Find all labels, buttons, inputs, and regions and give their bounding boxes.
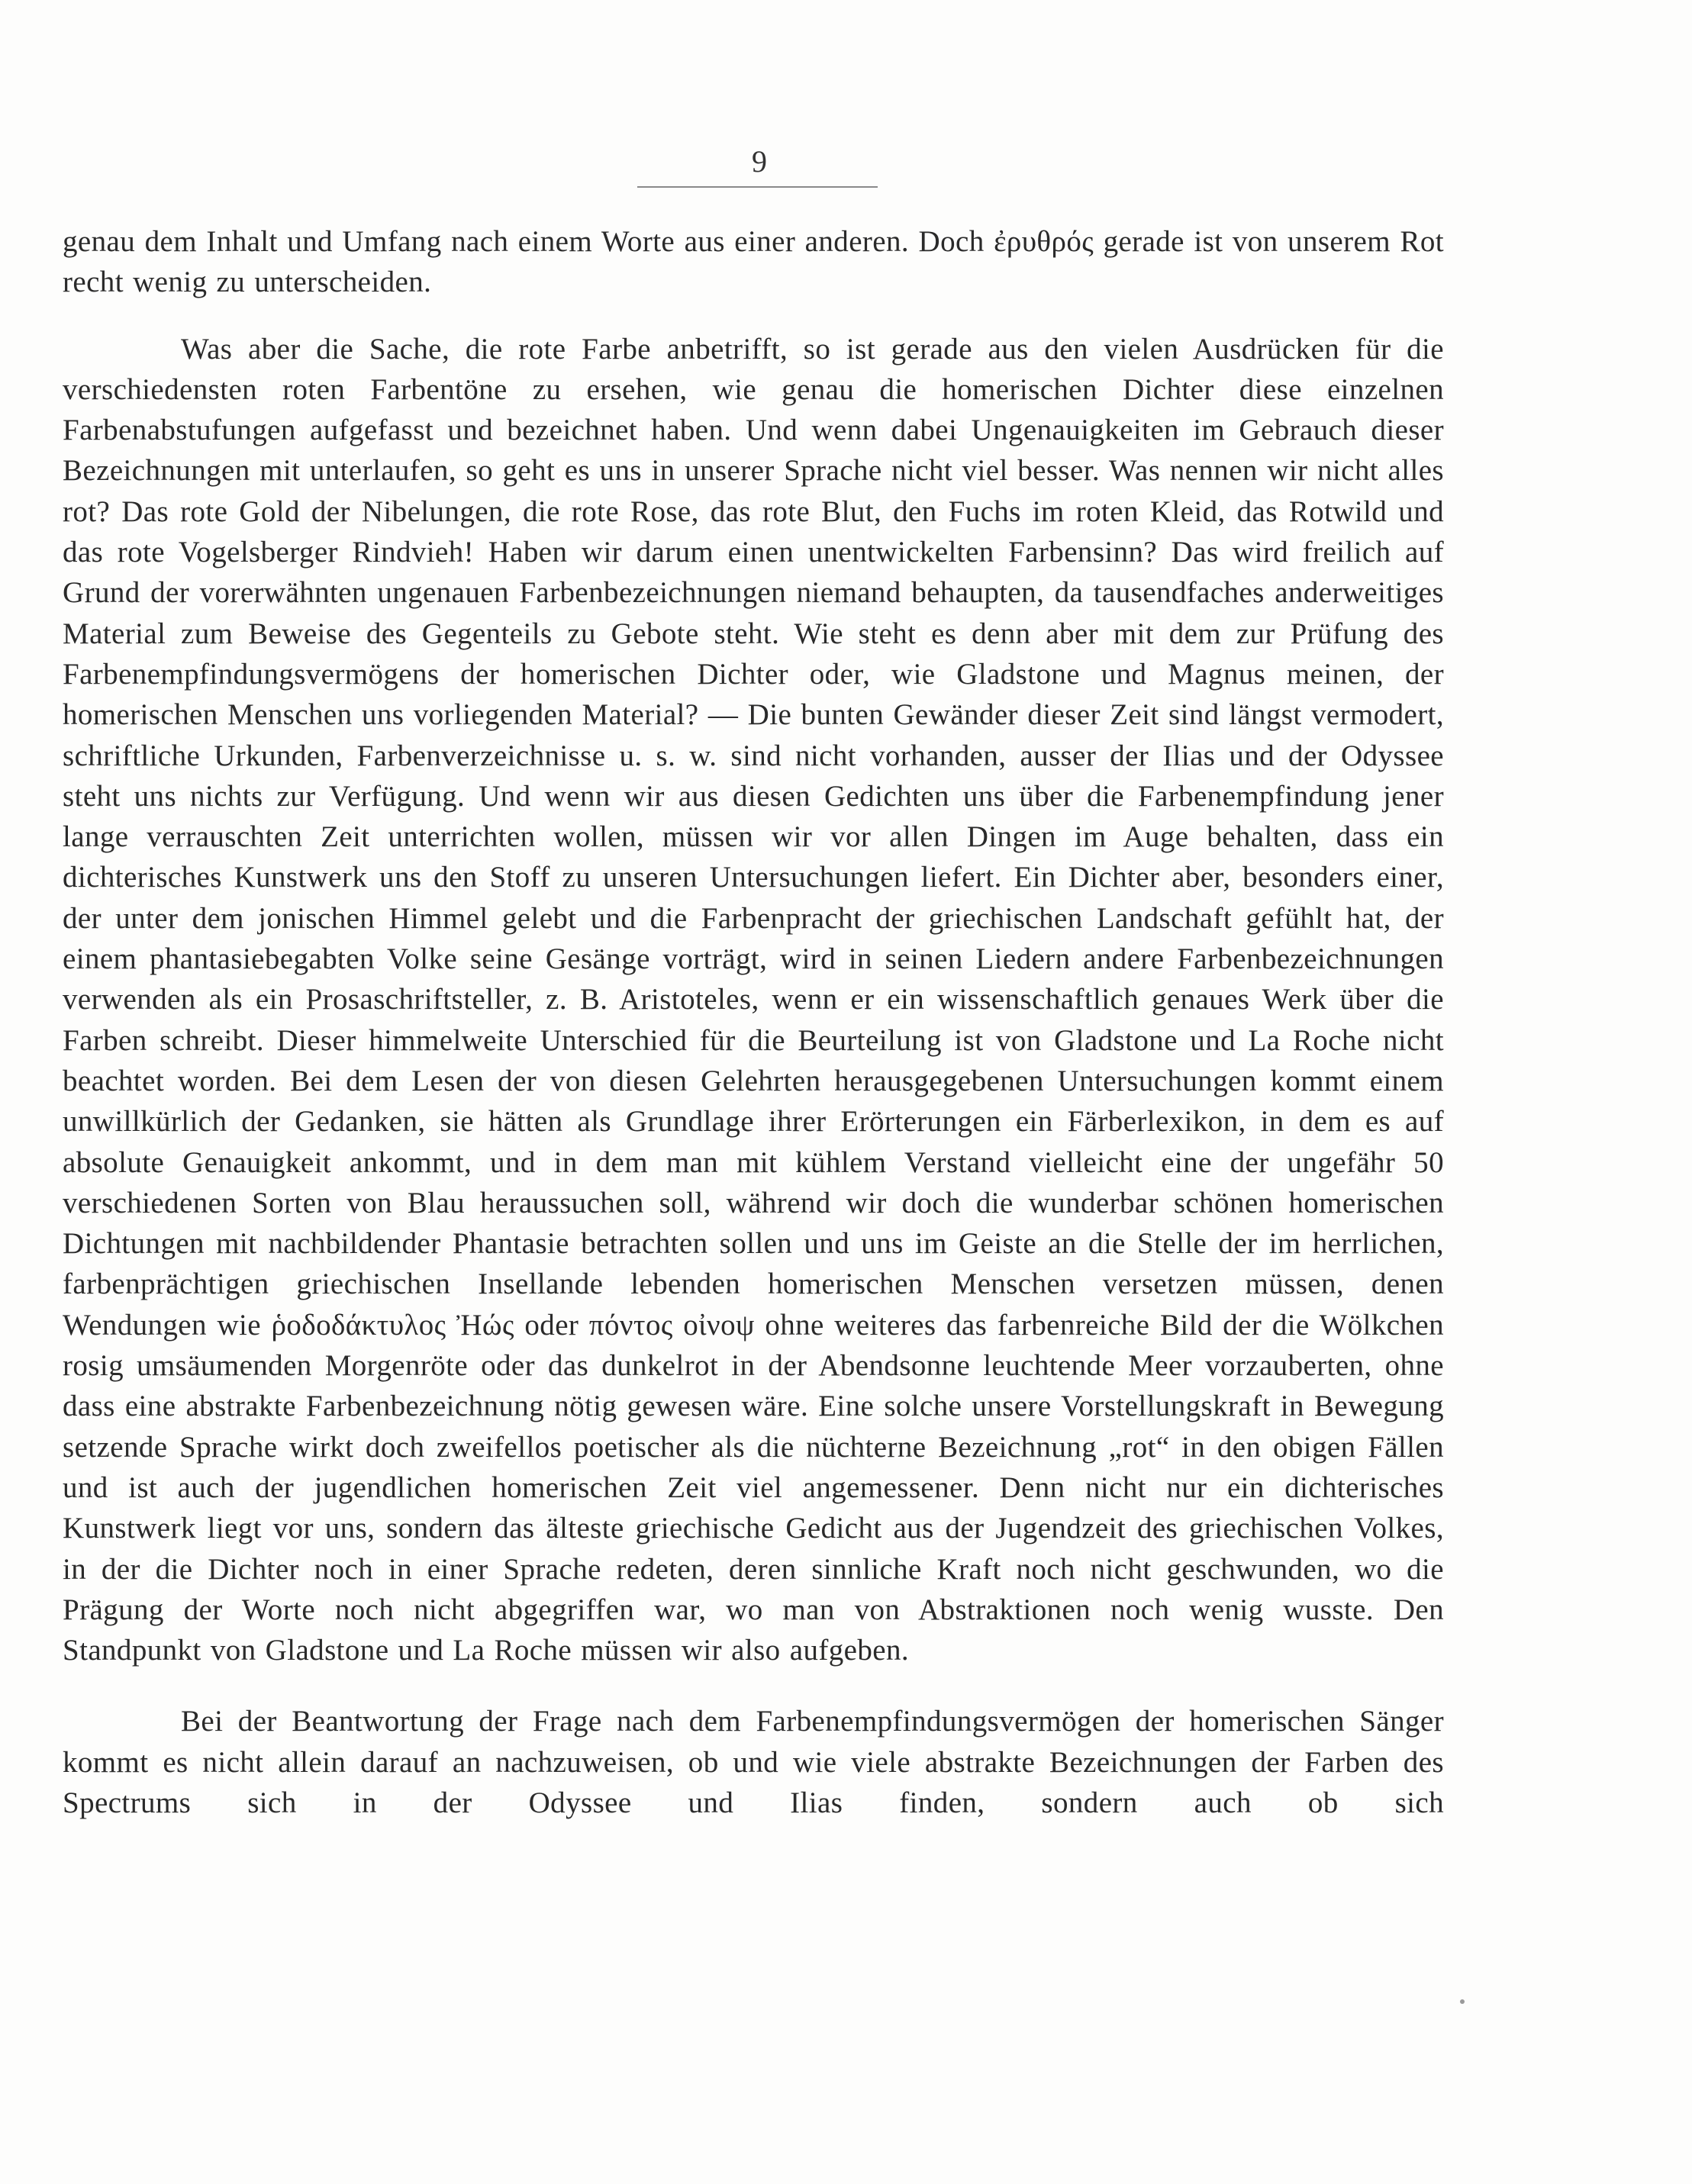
paragraph-closing: Bei der Beantwortung der Frage nach dem Farbenempfindungsvermögen der homerischen Sänger kommt es nicht allein darauf an nachzuweisen, ob und wie viele abstrakte Bezeichnungen der Farben des Spectrums sich in der Odyssee und Ilias finden, sondern auch ob sich (63, 1705, 1444, 1819)
paragraph-continuation: genau dem Inhalt und Umfang nach einem Worte aus einer anderen. Doch ἐρυθρός gerade ist von unserem Rot recht wenig zu unterscheiden. (63, 225, 1444, 299)
header-rule (637, 186, 878, 188)
print-speck (1460, 1999, 1465, 2004)
body-text (63, 221, 1444, 1823)
page-number: 9 (752, 144, 767, 179)
paragraph-main: Was aber die Sache, die rote Farbe anbetrifft, so ist gerade aus den vielen Ausdrücken für die verschiedensten roten Farbentöne zu ersehen, wie genau die homerischen Dichter diese einzelnen Farbenabstufungen aufgefasst und bezeichnet haben. Und wenn dabei Ungenauigkeiten im Gebrauch dieser Bezeichnungen mit unterlaufen, so geht es uns in unserer Sprache nicht viel besser. Was nennen wir nicht alles rot? Das rote Gold der Nibelungen, die rote Rose, das rote Blut, den Fuchs im roten Kleid, das Rotwild und das rote Vogelsberger Rindvieh! Haben wir darum einen unentwickelten Farbensinn? Das wird freilich auf Grund der vorerwähnten ungenauen Farbenbezeichnungen niemand behaupten, da tausendfaches anderweitiges Material zum Beweise des Gegenteils zu Gebote steht. Wie steht es denn aber mit dem zur Prüfung des Farbenempfindungsvermögens der homerischen Dichter oder, wie Gladstone und Magnus meinen, der homerischen Menschen uns vorliegenden Material? — Die bunten Gewänder dieser Zeit sind längst vermodert, schriftliche Urkunden, Farbenverzeichnisse u. s. w. sind nicht vorhanden, ausser der Ilias und der Odyssee steht uns nichts zur Verfügung. Und wenn wir aus diesen Gedichten uns über die Farbenempfindung jener lange verrauschten Zeit unterrichten wollen, müssen wir vor allen Dingen im Auge behalten, dass ein dichterisches Kunstwerk uns den Stoff zu unseren Untersuchungen liefert. Ein Dichter aber, besonders einer, der unter dem jonischen Himmel gelebt und die Farbenpracht der griechischen Landschaft gefühlt hat, der einem phantasiebegabten Volke seine Gesänge vorträgt, wird in seinen Liedern andere Farbenbezeichnungen verwenden als ein Prosaschriftsteller, z. B. Aristoteles, wenn er ein wissenschaftlich genaues Werk über die Farben schreibt. Dieser himmelweite Unterschied für die Beurteilung ist von Gladstone und La Roche nicht beachtet worden. Bei dem Lesen der von diesen Gelehrten herausgegebenen Untersuchungen kommt einem unwillkürlich der Gedanken, sie hätten als Grundlage ihrer Erörterungen ein Färberlexikon, in dem es auf absolute Genauigkeit ankommt, und in dem man mit kühlem Verstand vielleicht eine der ungefähr 50 verschiedenen Sorten von Blau heraussuchen soll, während wir doch die wunderbar schönen homerischen Dichtungen mit nachbildender Phantasie betrachten sollen und uns im Geiste an die Stelle der im herrlichen, farbenprächtigen griechischen Insellande lebenden homerischen Menschen versetzen müssen, denen Wendungen wie ῥοδοδάκτυλος Ἠώς oder πόντος οἰνοψ ohne weiteres das farbenreiche Bild der die Wölkchen rosig umsäumenden Morgenröte oder das dunkelrot in der Abendsonne leuchtende Meer vorzauberten, ohne dass eine abstrakte Farbenbezeichnung nötig gewesen wäre. Eine solche unsere Vorstellungskraft in Bewegung setzende Sprache wirkt doch zweifellos poetischer als die nüchterne Bezeichnung „rot“ in den obigen Fällen und ist auch der jugendlichen homerischen Zeit viel angemessener. Denn nicht nur ein dichterisches Kunstwerk liegt vor uns, sondern das älteste griechische Gedicht aus der Jugendzeit des griechischen Volkes, in der die Dichter noch in einer Sprache redeten, deren sinnliche Kraft noch nicht geschwunden, wo die Prägung der Worte noch nicht abgegriffen war, wo man von Abstraktionen noch wenig wusste. Den Standpunkt von Gladstone und La Roche müssen wir also aufgeben. (63, 332, 1444, 1667)
